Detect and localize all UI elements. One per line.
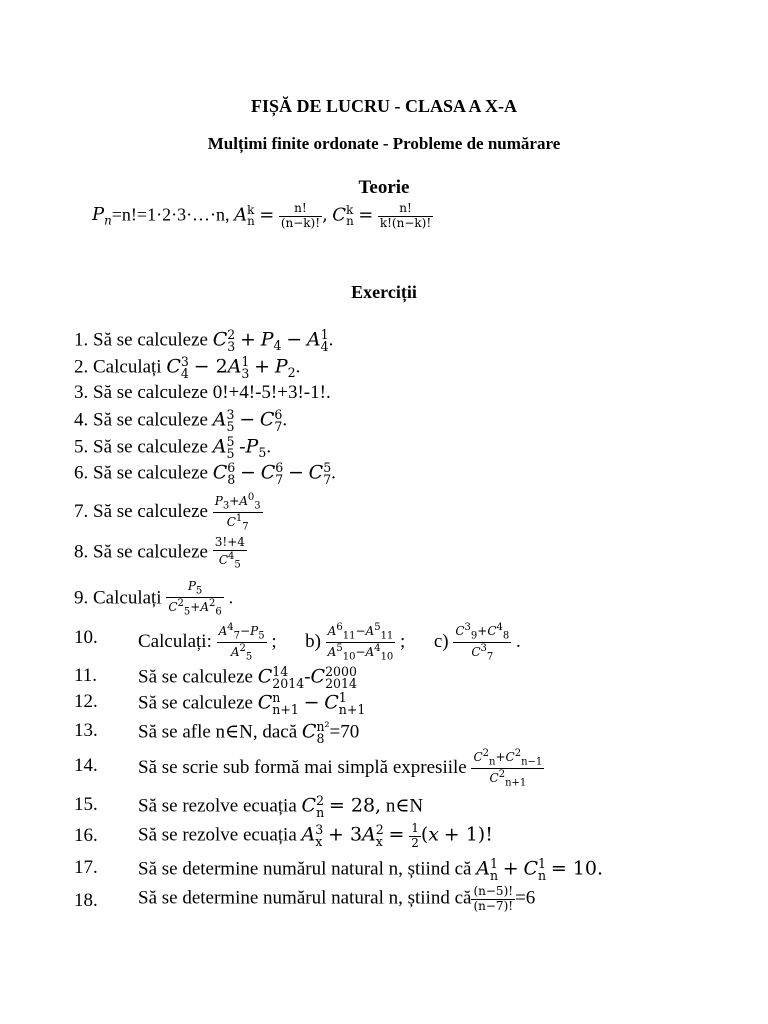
exercise-12: 12. Să se calculeze C n n+1 − C 1 n+1 [74,690,366,717]
exercise-3: 3. Să se calculeze 0!+4!-5!+3!-1!. [74,382,331,403]
exercise-7: 7. Să se calculeze $\frac{P_3+A^0_3}{C^1_7}$ [74,492,261,533]
exercises-heading: Exerciții [351,282,417,302]
exercise-16: 16. Să se rezolve ecuația A 3 x + 3A 2 x = $\frac{1}{2}$ (x + 1)! [74,821,493,850]
exercise-13: 13. Să se afle n∈N, dacă C n² 8 =70 [74,719,360,746]
exercise-18: 18. Să se determine numărul natural n, știind că $\frac{(n-5)!}{(n-7)!}$ =6 [74,884,536,913]
exercise-6: 6. Să se calculeze C 6 8 − C 6 7 − C 5 7 . [74,460,336,487]
page-subtitle: Mulțimi finite ordonate - Probleme de numărare [207,134,561,153]
theory-heading: Teorie [358,177,410,198]
exercise-17: 17. Să se determine numărul natural n, știind că A 1 n + C 1 n = 10. [74,856,604,883]
exercise-11: 11. Să se calculeze C 14 2014 -C 2000 2014 [74,664,357,691]
exercise-1: 1. Să se calculeze C 2 3 + $P_4 - A$ 1 4 . [74,327,334,354]
exercise-9: 9. Calculați $\frac{P_5}{C^2_5+A^2_6}$ . [74,579,234,618]
exercise-10: 10. Calculați: $\frac{A^4_7-P_5}{A^2_5}$ ; b) $\frac{A^6_{11}-A^5_{11}}{A^5_{10}-A^4_{10}}$ ; c) $\frac{C^3_9+C^4_8}{C^3_7}$ . [74,622,521,663]
theory-formula: $P_n=n!=1\cdot 2\cdot 3\cdot\dots\cdot n$, A k n = $\frac{n!}{(n-k)!}$ , C k n = $\frac{n!}{k!(n-k)!}$ [92,201,432,230]
exercise-5: 5. Să se calculeze A 5 5 $-P_5$. [74,434,272,461]
exercise-15: 15. Să se rezolve ecuația C 2 n = 28, n∈N [74,793,424,820]
exercise-8: 8. Să se calculeze $\frac{3!+4}{C^4_5}$ [74,535,245,571]
exercise-2: 2. Calculați C 3 4 − 2A 1 3 + $P_2$. [74,354,301,381]
exercise-4: 4. Să se calculeze A 3 5 − C 6 7 . [74,407,288,434]
page-title: FIȘĂ DE LUCRU - CLASA A X-A [250,96,518,116]
exercise-14: 14. Să se scrie sub formă mai simplă expresiile $\frac{C^2_n+C^2_{n-1}}{C^2_{n+1}}$ [74,748,543,789]
